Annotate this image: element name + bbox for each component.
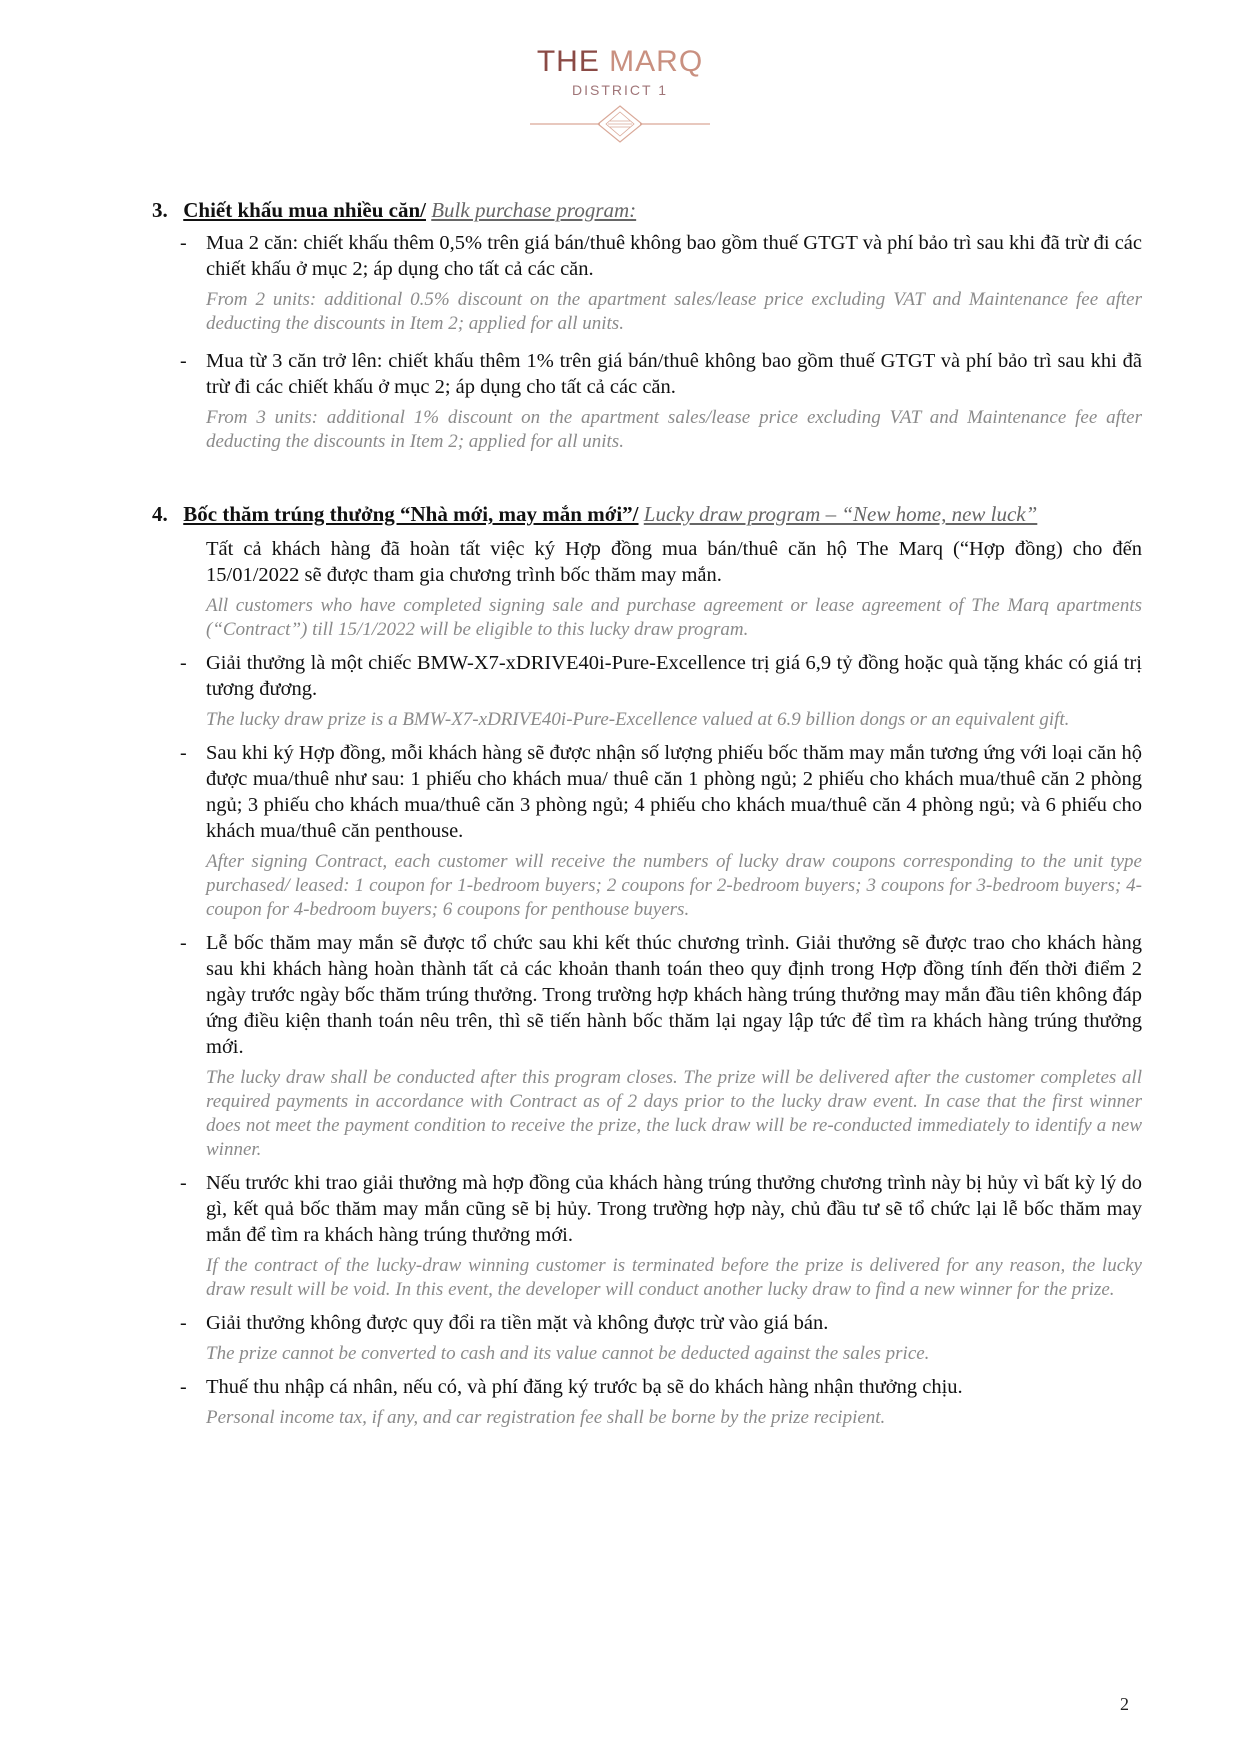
bullet-dash: -: [180, 350, 187, 372]
item-text-vn: Sau khi ký Hợp đồng, mỗi khách hàng sẽ được nhận số lượng phiếu bốc thăm may mắn tương ứng với loại căn hộ được mua/thuê như sau: 1 phiếu cho khách mua/ thuê căn 1 phòng ngủ; 2 phiếu cho khách mua/thuê căn 2 phòng ngủ; 3 phiếu cho khách mua/thuê căn 3 phòng ngủ; 4 phiếu cho khách mua/thuê căn 4 phòng ngủ; và 6 phiếu cho khách mua/thuê căn penthouse.: [206, 742, 1142, 842]
list-item: [152, 348, 1142, 454]
item-text-vn: Nếu trước khi trao giải thưởng mà hợp đồng của khách hàng trúng thưởng chương trình này bị hủy vì bất kỳ lý do gì, kết quả bốc thăm may mắn cũng sẽ bị hủy. Trong trường hợp này, chủ đầu tư sẽ tổ chức lại lễ bốc thăm may mắn để tìm ra khách hàng trúng thưởng mới.: [206, 1172, 1142, 1246]
section-title-en: Lucky draw program – “New home, new luck”: [643, 502, 1038, 526]
item-text-vn: Lễ bốc thăm may mắn sẽ được tổ chức sau khi kết thúc chương trình. Giải thưởng sẽ được trao cho khách hàng sau khi khách hàng hoàn thành tất cả các khoản thanh toán theo quy định trong Hợp đồng tính đến thời điểm 2 ngày trước ngày bốc thăm trúng thưởng. Trong trường hợp khách hàng trúng thưởng may mắn đầu tiên không đáp ứng điều kiện thanh toán nêu trên, thì sẽ tiến hành bốc thăm lại ngay lập tức để tìm ra khách hàng trúng thưởng mới.: [206, 932, 1142, 1058]
bullet-dash: -: [180, 232, 187, 254]
section-lucky-draw: [152, 500, 1142, 1430]
logo-title-the: THE: [536, 45, 610, 78]
item-text-en: From 3 units: additional 1% discount on the apartment sales/lease price excluding VAT and Maintenance fee after deducting the discounts in Item 2; applied for all units.: [206, 407, 1142, 452]
list-item: [152, 650, 1142, 732]
document-body: [152, 196, 1142, 1430]
item-text-vn: Giải thưởng là một chiếc BMW-X7-xDRIVE40i-Pure-Excellence trị giá 6,9 tỷ đồng hoặc quà tặng khác có giá trị tương đương.: [206, 652, 1142, 700]
item-text-en: After signing Contract, each customer will receive the numbers of lucky draw coupons corresponding to the unit type purchased/ leased: 1 coupon for 1-bedroom buyers; 2 coupons for 2-bedroom buyers; 3 coupons for 3-bedroom buyers; 4-coupon for 4-bedroom buyers; 6 coupons for penthouse buyers.: [206, 851, 1142, 920]
bullet-dash: -: [180, 1376, 187, 1398]
item-text-en: All customers who have completed signing sale and purchase agreement or lease agreement of The Marq apartments (“Contract”) till 15/1/2022 will be eligible to this lucky draw program.: [206, 595, 1142, 640]
list-item: [152, 1374, 1142, 1430]
item-text-vn: Mua 2 căn: chiết khấu thêm 0,5% trên giá bán/thuê không bao gồm thuế GTGT và phí bảo trì sau khi đã trừ đi các chiết khấu ở mục 2; áp dụng cho tất cả các căn.: [206, 232, 1142, 280]
item-text-en: The lucky draw shall be conducted after this program closes. The prize will be delivered after the customer completes all required payments in accordance with Contract as of 2 days prior to the lucky draw event. In case that the first winner does not meet the payment condition to receive the prize, the luck draw will be re-conducted immediately to identify a new winner.: [206, 1067, 1142, 1160]
logo-title-marq: MARQ: [609, 45, 704, 78]
list-item: [152, 1310, 1142, 1366]
list-item: [152, 536, 1142, 642]
list-item: [152, 740, 1142, 922]
bullet-dash: -: [180, 1312, 187, 1334]
bullet-dash: -: [180, 1172, 187, 1194]
section-number: 3.: [152, 198, 168, 222]
brand-logo: [0, 46, 1240, 144]
section-title-vn: Chiết khấu mua nhiều căn/: [183, 198, 426, 222]
logo-subtitle: DISTRICT 1: [572, 82, 668, 98]
item-text-en: From 2 units: additional 0.5% discount on the apartment sales/lease price excluding VAT and Maintenance fee after deducting the discounts in Item 2; applied for all units.: [206, 289, 1142, 334]
section-heading: [152, 500, 1142, 528]
list-item: [152, 1170, 1142, 1302]
item-text-vn: Tất cả khách hàng đã hoàn tất việc ký Hợp đồng mua bán/thuê căn hộ The Marq (“Hợp đồng) cho đến 15/01/2022 sẽ được tham gia chương trình bốc thăm may mắn.: [206, 538, 1142, 586]
item-text-vn: Mua từ 3 căn trở lên: chiết khấu thêm 1% trên giá bán/thuê không bao gồm thuế GTGT và phí bảo trì sau khi đã trừ đi các chiết khấu ở mục 2; áp dụng cho tất cả các căn.: [206, 350, 1142, 398]
page-number: 2: [1120, 1694, 1129, 1714]
item-text-vn: Giải thưởng không được quy đổi ra tiền mặt và không được trừ vào giá bán.: [206, 1312, 829, 1334]
section-heading: [152, 196, 1142, 224]
diamond-ornament-icon: [530, 104, 710, 144]
section-title-en: Bulk purchase program:: [431, 198, 637, 222]
bullet-dash: -: [180, 652, 187, 674]
item-text-en: Personal income tax, if any, and car registration fee shall be borne by the prize recipient.: [206, 1407, 886, 1428]
item-text-en: If the contract of the lucky-draw winning customer is terminated before the prize is delivered for any reason, the lucky draw result will be void. In this event, the developer will conduct another lucky draw to find a new winner for the prize.: [206, 1255, 1142, 1300]
item-text-vn: Thuế thu nhập cá nhân, nếu có, và phí đăng ký trước bạ sẽ do khách hàng nhận thưởng chịu.: [206, 1376, 963, 1398]
section-number: 4.: [152, 502, 168, 526]
bullet-dash: -: [180, 742, 187, 764]
item-text-en: The lucky draw prize is a BMW-X7-xDRIVE40i-Pure-Excellence valued at 6.9 billion dongs or an equivalent gift.: [206, 709, 1070, 730]
section-bulk-purchase: [152, 196, 1142, 454]
bullet-dash: -: [180, 932, 187, 954]
list-item: [152, 930, 1142, 1162]
section-title-vn: Bốc thăm trúng thưởng “Nhà mới, may mắn mới”/: [183, 502, 639, 526]
list-item: [152, 230, 1142, 336]
logo-title: [0, 46, 1240, 78]
item-text-en: The prize cannot be converted to cash and its value cannot be deducted against the sales price.: [206, 1343, 930, 1364]
